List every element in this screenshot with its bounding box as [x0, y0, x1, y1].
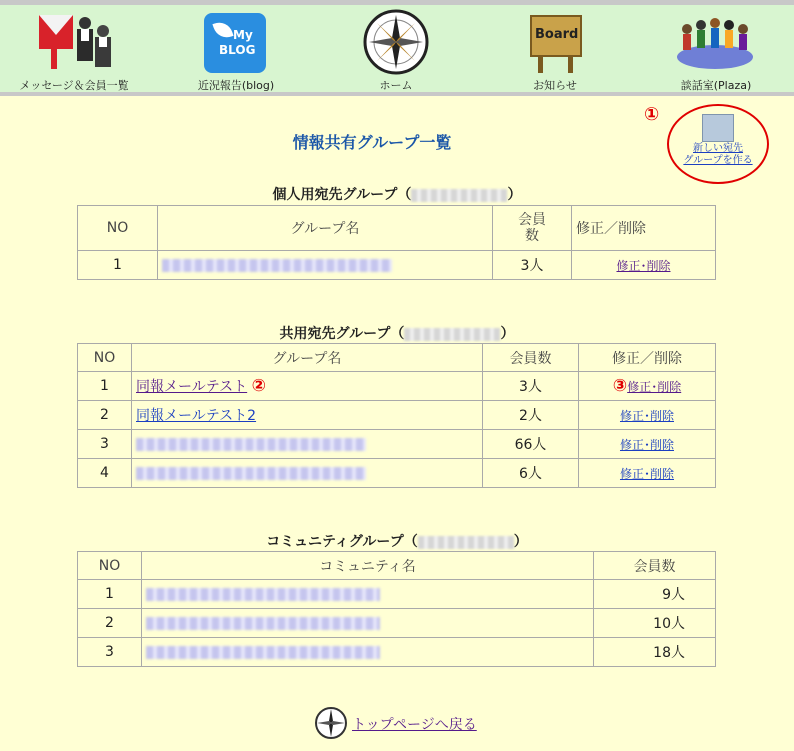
table-header-row [78, 344, 716, 372]
redacted-name [136, 467, 366, 480]
owner-name-redacted [418, 536, 514, 549]
nav-blog[interactable] [188, 11, 284, 93]
plaza-people-icon [685, 11, 747, 73]
community-name-link[interactable] [142, 638, 594, 667]
personal-groups-table [77, 205, 716, 280]
col-no: NO [78, 206, 158, 251]
nav-messages-members[interactable] [12, 11, 136, 93]
edit-delete-link[interactable]: 修正･削除 [619, 408, 674, 423]
community-name-link[interactable] [142, 580, 594, 609]
owner-name-redacted [411, 189, 507, 202]
col-group-name: グループ名 [158, 206, 493, 251]
member-count: 9人 [594, 580, 716, 609]
nav-label: 談話室(Plaza) [680, 79, 752, 92]
col-edit: 修正／削除 [572, 206, 716, 251]
marker-3: ③ [612, 376, 628, 396]
group-name-link[interactable]: 同報メールテスト [136, 379, 248, 395]
nav-label: ホーム [379, 79, 413, 92]
edit-delete-link[interactable]: 修正･削除 [627, 380, 682, 394]
row-no: 1 [78, 251, 158, 280]
table-header-row [78, 206, 716, 251]
col-count: 会員数 [483, 344, 579, 372]
group-name-link[interactable] [132, 430, 483, 459]
group-name-link[interactable] [132, 459, 483, 488]
edit-delete-link[interactable]: 修正･削除 [616, 258, 671, 273]
shared-section-title: 共用宛先グループ（ ） [279, 326, 515, 342]
member-count: 66人 [483, 430, 579, 459]
new-group-thumbnail-icon [702, 114, 734, 142]
member-count: 6人 [483, 459, 579, 488]
row-no: 2 [78, 609, 142, 638]
table-row [78, 638, 716, 667]
col-count: 会員 数 [493, 206, 572, 251]
row-no: 3 [78, 430, 132, 459]
redacted-name [136, 438, 366, 451]
community-groups-table [77, 551, 716, 667]
new-group-button[interactable] [667, 104, 769, 184]
row-no: 2 [78, 401, 132, 430]
new-group-label-line1: 新しい宛先 [693, 143, 743, 154]
table-header-row [78, 552, 716, 580]
edit-delete-link[interactable]: 修正･削除 [619, 466, 674, 481]
top-nav-bar [0, 0, 794, 96]
my-blog-icon: My BLOG [205, 11, 267, 73]
new-group-label-line2: グループを作る [683, 155, 753, 166]
col-community-name: コミュニティ名 [142, 552, 594, 580]
edit-delete-link[interactable]: 修正･削除 [619, 437, 674, 452]
compass-icon [314, 706, 348, 740]
marker-2: ② [251, 376, 267, 396]
row-no: 1 [78, 580, 142, 609]
nav-plaza[interactable] [664, 11, 768, 93]
col-edit: 修正／削除 [579, 344, 716, 372]
col-group-name: グループ名 [132, 344, 483, 372]
group-name-link[interactable] [158, 251, 493, 280]
back-to-top-link[interactable]: トップページへ戻る [352, 717, 477, 733]
group-name-link[interactable]: 同報メールテスト2 [136, 408, 257, 424]
col-count: 会員数 [594, 552, 716, 580]
member-count: 3人 [493, 251, 572, 280]
member-count: 18人 [594, 638, 716, 667]
table-row [78, 580, 716, 609]
shared-groups-table [77, 343, 716, 488]
member-count: 3人 [483, 372, 579, 401]
personal-section-title: 個人用宛先グループ（ ） [272, 187, 522, 203]
table-row [78, 401, 716, 430]
owner-name-redacted [404, 328, 500, 341]
row-no: 3 [78, 638, 142, 667]
nav-label: お知らせ [533, 79, 577, 92]
community-name-link[interactable] [142, 609, 594, 638]
member-count: 10人 [594, 609, 716, 638]
table-row [78, 459, 716, 488]
redacted-name [146, 617, 380, 630]
nav-label: メッセージ＆会員一覧 [19, 79, 129, 92]
new-group-link[interactable] [669, 143, 767, 167]
marker-1: ① [644, 104, 660, 125]
row-no: 4 [78, 459, 132, 488]
redacted-name [146, 646, 380, 659]
row-no: 1 [78, 372, 132, 401]
nav-home[interactable] [358, 11, 434, 93]
nav-notices[interactable] [517, 11, 593, 93]
table-row [78, 251, 716, 280]
mail-people-icon [43, 11, 105, 73]
community-section-title: コミュニティグループ（ ） [266, 534, 528, 550]
redacted-name [146, 588, 380, 601]
board-icon: Board [524, 11, 586, 73]
page-title: 情報共有グループ一覧 [292, 133, 452, 152]
col-no: NO [78, 552, 142, 580]
table-row [78, 372, 716, 401]
redacted-name [162, 259, 392, 272]
col-no: NO [78, 344, 132, 372]
compass-icon [365, 11, 427, 73]
member-count: 2人 [483, 401, 579, 430]
table-row [78, 430, 716, 459]
nav-label: 近況報告(blog) [197, 79, 275, 92]
table-row [78, 609, 716, 638]
